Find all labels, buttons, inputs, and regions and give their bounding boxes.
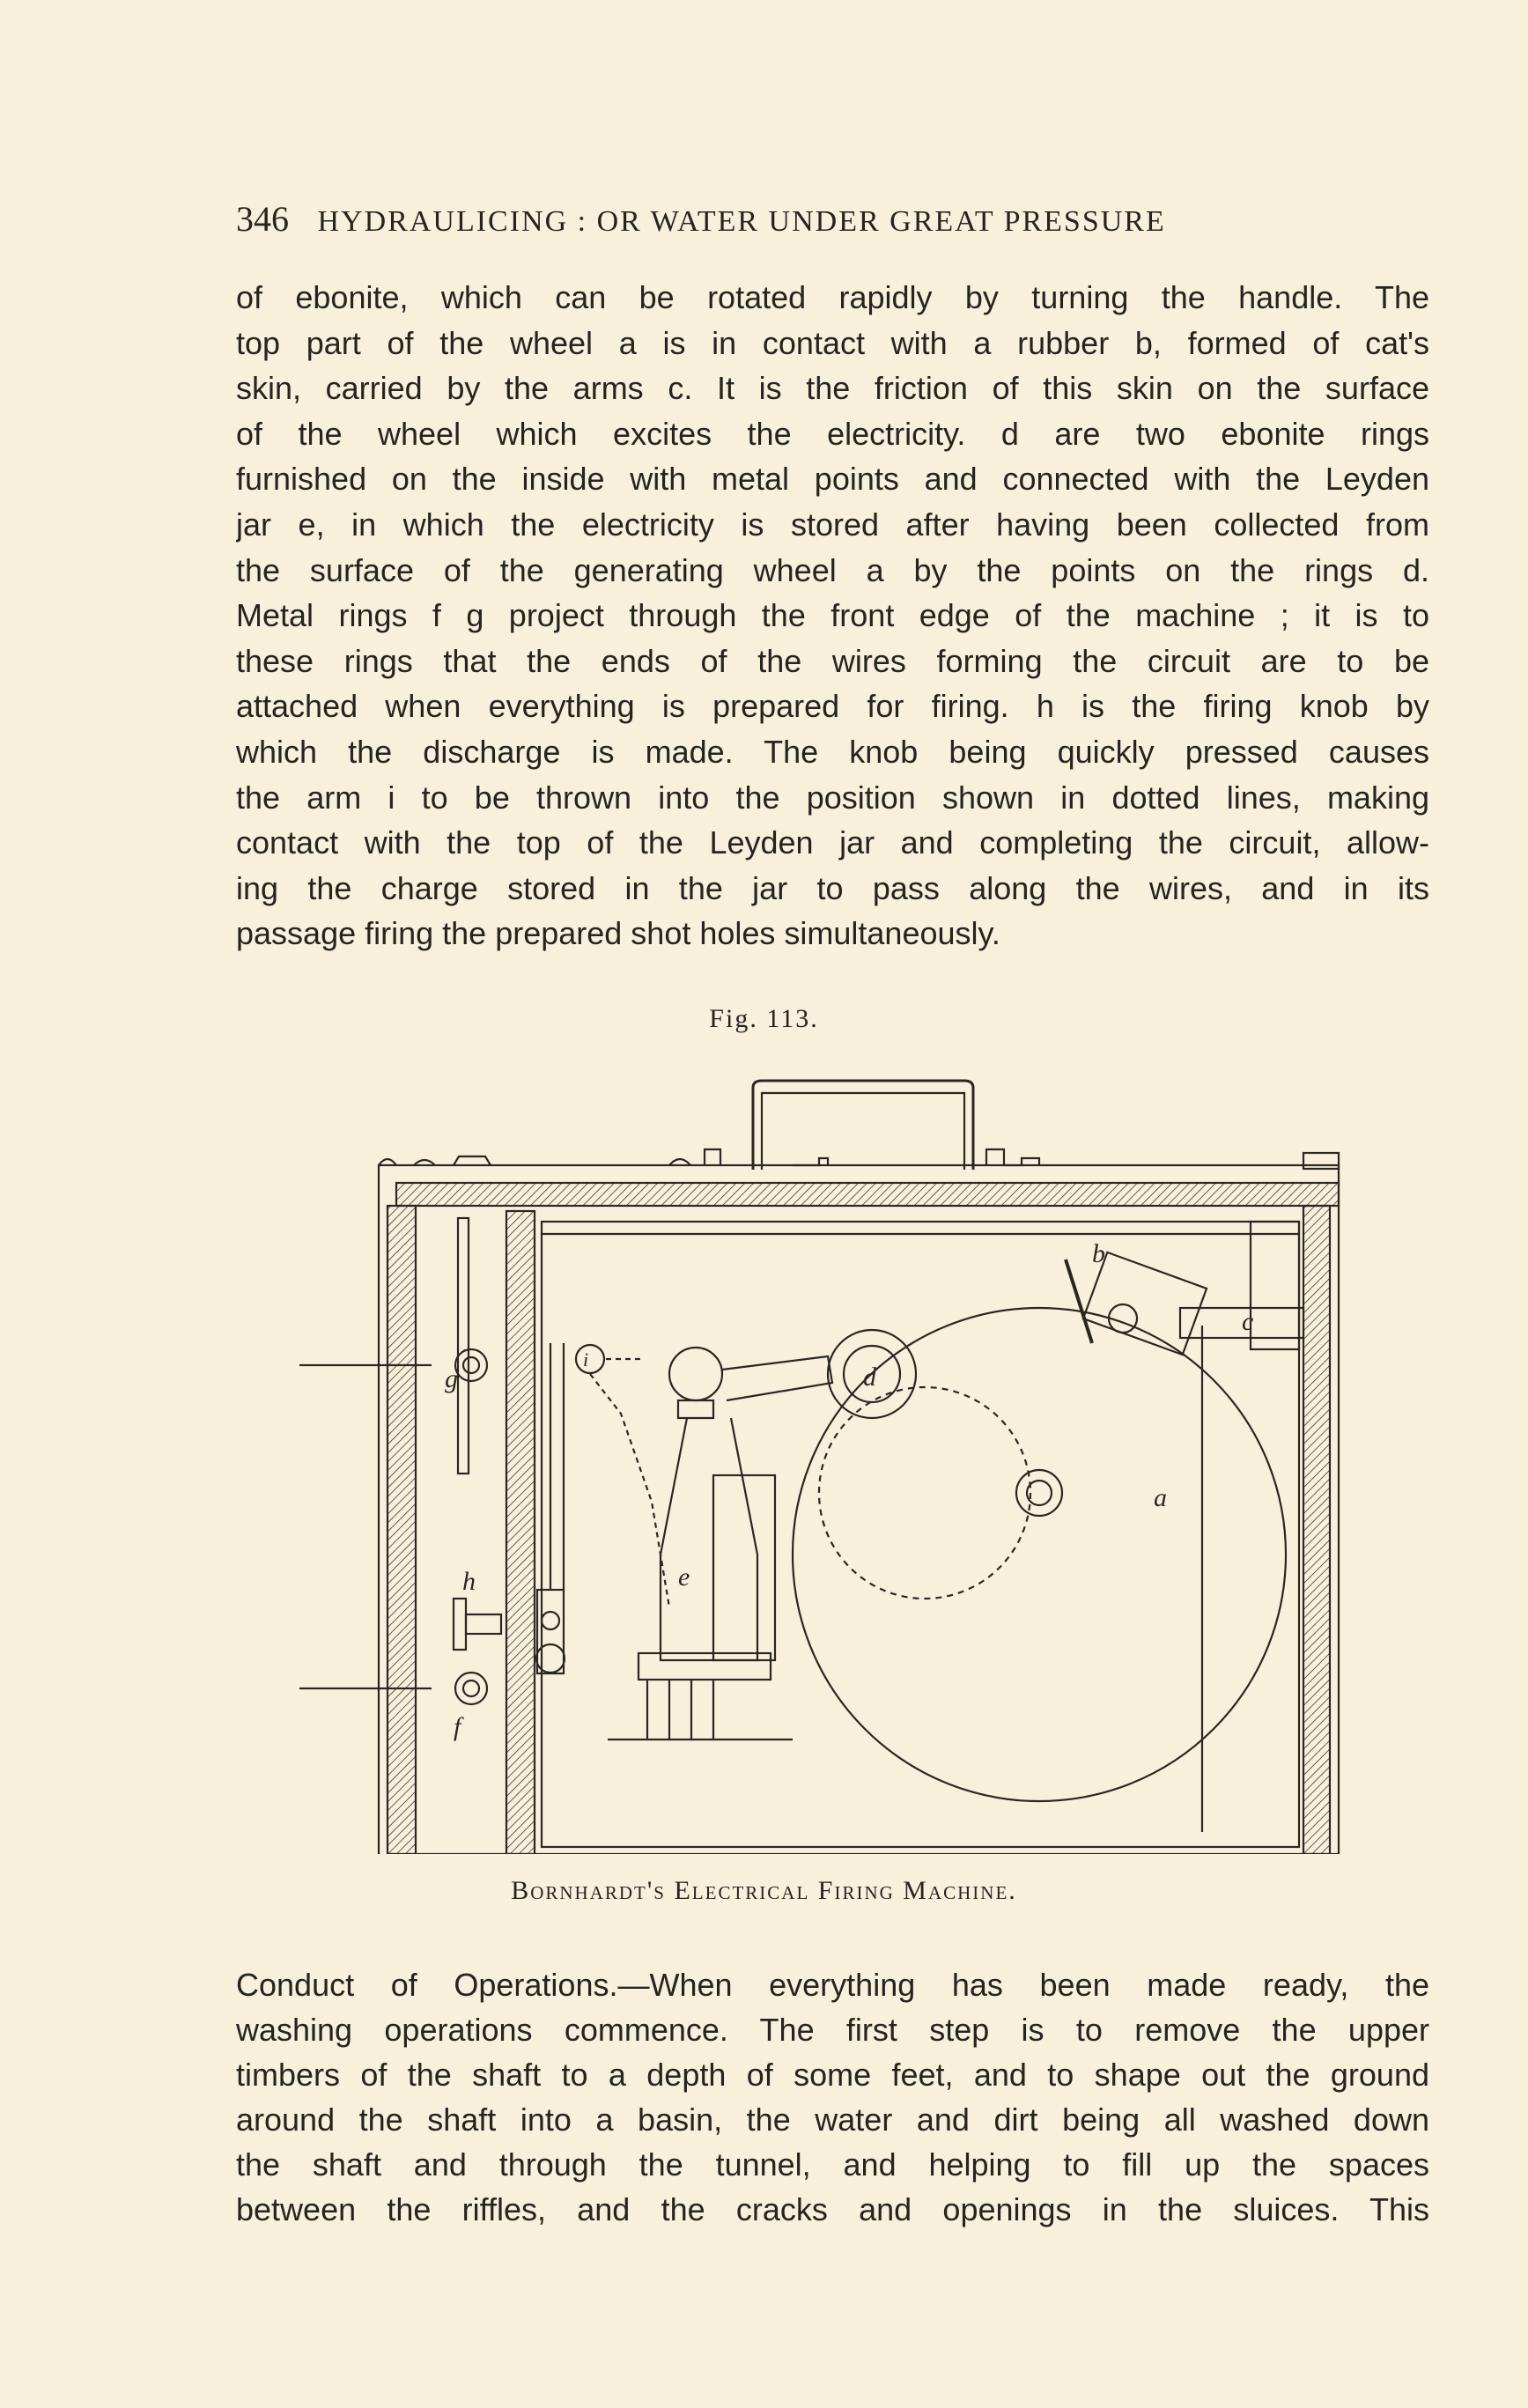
firing-machine-illustration xyxy=(299,1061,1374,1854)
text-line: passage firing the prepared shot holes simultaneously. xyxy=(236,915,1000,952)
figure-letter-d: d xyxy=(863,1363,876,1392)
figure-letter-g: g xyxy=(445,1364,458,1393)
text-line: Metal rings f g project through the front edge of the machine ; it is to xyxy=(236,597,1429,634)
text-line: contact with the top of the Leyden jar and completing the circuit, allow- xyxy=(236,824,1429,861)
text-line: the arm i to be thrown into the position shown in dotted lines, making xyxy=(236,779,1429,816)
figure-letter-b: b xyxy=(1092,1239,1105,1268)
text-line: top part of the wheel a is in contact with a rubber b, formed of cat's xyxy=(236,324,1429,361)
text-line: which the discharge is made. The knob being quickly pressed causes xyxy=(236,733,1429,770)
case-left-wall xyxy=(388,1206,416,1854)
text-line: ing the charge stored in the jar to pass along the wires, and in its xyxy=(236,869,1429,906)
case-top-wall xyxy=(396,1183,1339,1206)
running-title: HYDRAULICING : OR WATER UNDER GREAT PRESSURE xyxy=(317,205,1166,238)
page-number: 346 xyxy=(236,199,289,239)
text-line: these rings that the ends of the wires forming the circuit are to be xyxy=(236,642,1429,679)
text-line: jar e, in which the electricity is stored after having been collected from xyxy=(236,506,1429,543)
paragraph-1 xyxy=(236,275,1429,957)
text-line: Conduct of Operations.—When everything has been made ready, the xyxy=(236,1967,1429,2003)
case-right-wall xyxy=(1303,1206,1330,1854)
text-line: of ebonite, which can be rotated rapidly by turning the handle. The xyxy=(236,279,1429,315)
figure-letter-a: a xyxy=(1154,1483,1167,1512)
figure-letter-c: c xyxy=(1242,1307,1254,1336)
text-line: between the riffles, and the cracks and openings in the sluices. This xyxy=(236,2191,1429,2227)
text-line: the shaft and through the tunnel, and helping to fill up the spaces xyxy=(236,2146,1429,2183)
text-line: skin, carried by the arms c. It is the friction of this skin on the surface xyxy=(236,370,1429,407)
text-line: washing operations commence. The first step is to remove the upper xyxy=(236,2012,1429,2048)
text-line: furnished on the inside with metal points and connected with the Leyden xyxy=(236,461,1429,498)
text-line: attached when everything is prepared for firing. h is the firing knob by xyxy=(236,688,1429,725)
figure-letter-h: h xyxy=(462,1567,476,1596)
text-line: the surface of the generating wheel a by the points on the rings d. xyxy=(236,551,1429,588)
running-header xyxy=(236,198,1293,240)
figure-letter-e: e xyxy=(678,1562,690,1592)
figure-letter-i: i xyxy=(583,1348,589,1370)
text-line: around the shaft into a basin, the water and dirt being all washed down xyxy=(236,2101,1429,2138)
figure-caption: Bornhardt's Electrical Firing Machine. xyxy=(511,1876,1017,1905)
figure-label: Fig. 113. xyxy=(709,1004,819,1033)
partition-wall xyxy=(506,1211,535,1854)
paragraph-2 xyxy=(236,1962,1429,2232)
text-line: timbers of the shaft to a depth of some feet, and to shape out the ground xyxy=(236,2057,1429,2093)
text-line: of the wheel which excites the electricity. d are two ebonite rings xyxy=(236,415,1429,452)
figure-letter-f: f xyxy=(454,1712,461,1741)
